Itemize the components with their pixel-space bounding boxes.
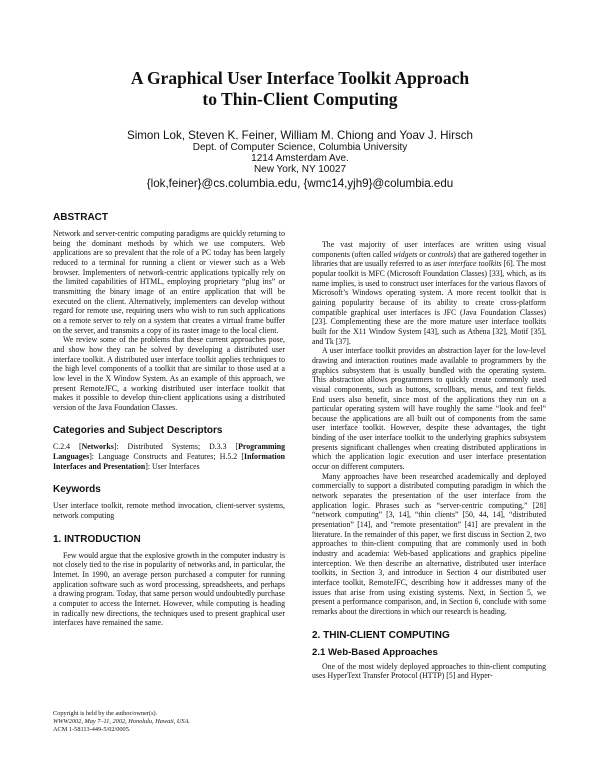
copyright-block (53, 710, 293, 733)
body-paragraph-web: One of the most widely deployed approaches to thin-client computing uses HyperText Transfer Protocol (HTTP) [5] and Hyper- (312, 661, 546, 681)
abstract-heading: ABSTRACT (53, 212, 108, 223)
copyright-line-2 (53, 718, 293, 726)
left-column (53, 212, 285, 628)
copyright-conference: WWW2002, May 7–11, 2002, Honolulu, Hawaii, USA. (53, 717, 191, 725)
text-run: ) that are gathered together in libraries that are usually referred to as (312, 249, 546, 269)
abstract-paragraph-2: We review some of the problems that these current approaches pose, and show how they can be solved by developing a distributed user interface toolkit. A distributed user interface toolkit applies techniques to the high level components of a toolkit that are similar to those used at a low level in the X Window System. As an example of this approach, we present RemoteJFC, a working distributed user interface toolkit that makes it possible to develop thin-client applications using a distributed version of the Java Foundation Classes. (53, 335, 285, 412)
categories-heading: Categories and Subject Descriptors (53, 425, 223, 437)
cat-rest-3: ]: User Interfaces (145, 461, 200, 471)
author-list: Simon Lok, Steven K. Feiner, William M. Chiong and Yoav J. Hirsch (126, 129, 474, 142)
cat-networks: Networks (81, 442, 114, 452)
term-controls: controls (427, 249, 454, 259)
paper-title (0, 68, 600, 110)
affiliation-city: New York, NY 10027 (253, 164, 347, 176)
title-line-2: to Thin-Client Computing (202, 89, 398, 109)
term-widgets: widgets (393, 249, 418, 259)
body-paragraph-approaches: Many approaches have been researched academically and deployed commercially to support a distributed computing paradigm in which the network separates the presentation of the user interface from the application logic. Phrases such as “server-centric computing,” [28] “network computing” [3, 14], “thin clients” [50, 44, 14], “distributed presentation” [14], and “remote presentation” [41] are prevalent in the literature. In the remainder of this paper, we first discuss in Section 2, two approaches to thin-client computing that are commonly used in both industry and academia: Web-based applications and graphics pipeline interception. We then describe an alternative, distributed user interface toolkits, in Section 3, and introduce in Section 4 our distributed user interface toolkit, RemoteJFC, describing how it addresses many of the issues that arise from using existing systems. Next, in Section 5, we present a performance comparison, and, in Section 6, conclude with some remarks about the directions in which our research is heading. (312, 471, 546, 616)
cat-rest-2: ]: Language Constructs and Features; H.5.2 [ (89, 452, 245, 462)
text-run: [6]. The most popular toolkit is MFC (Microsoft Foundation Classes) [33], which, as its name implies, is used to construct user interfaces for the various flavors of Microsoft’s Windows operating system. A more recent toolkit that is gaining popularity because of its ability to create cross-platform compatible graphical user interfaces is JFC (Java Foundation Classes) [23]. Complementing these are the more mature user interface toolkits built for the X11 Window System [43], such as Athena [32], Motif [35], and Tk [37]. (312, 259, 546, 346)
term-user-interface-toolkits: user interface toolkits (433, 259, 502, 269)
affiliation (0, 142, 600, 176)
right-column (312, 240, 546, 681)
cat-code-1: C.2.4 [ (53, 442, 82, 452)
cat-information-interfaces: Information Interfaces and Presentation (53, 452, 285, 471)
affiliation-street: 1214 Amsterdam Ave. (251, 153, 349, 165)
copyright-line-3: ACM 1-58113-449-5/02/0005. (53, 725, 131, 733)
body-paragraph-abstraction: A user interface toolkit provides an abstraction layer for the low-level drawing and interaction routines made available to programmers by the graphics subsystem that is usually bundled with the operating system. This abstraction allows programmers to quickly create commonly used visual components, such as buttons, scrollbars, menus, and text fields. End users also benefit, since most of the applications they run on a particular operating system will have roughly the same “look and feel” because the applications are all built out of components from the same user interface toolkit. However, despite these advantages, the tight binding of the user interface toolkit to the underlying graphics subsystem presents significant challenges when creating distributed applications in which the application logic execution and user interface presentation occur on different computers. (312, 346, 546, 472)
affiliation-dept: Dept. of Computer Science, Columbia University (192, 142, 408, 153)
keywords-text: User interface toolkit, remote method invocation, client-server systems, network computing (53, 501, 285, 521)
text-run: or (417, 249, 428, 259)
title-line-1: A Graphical User Interface Toolkit Approach (130, 68, 470, 88)
thin-client-heading: 2. THIN-CLIENT COMPUTING (312, 629, 450, 641)
copyright-line-1: Copyright is held by the author/owner(s). (53, 710, 158, 717)
categories-text (53, 442, 285, 471)
body-paragraph-toolkits (312, 240, 546, 346)
cat-rest-1: ]: Distributed Systems; D.3.3 [ (113, 442, 239, 452)
author-emails: {lok,feiner}@cs.columbia.edu, {wmc14,yjh9}@columbia.edu (146, 177, 454, 190)
web-based-heading: 2.1 Web-Based Approaches (312, 646, 438, 658)
introduction-paragraph-1: Few would argue that the explosive growth in the computer industry is not closely tied to the rise in popularity of networks and, in particular, the Internet. In 1990, an average person purchased a computer for running application software such as word processing, spreadsheets, and perhaps a drawing program. Today, that same person would undoubtedly purchase a computer to access the Internet. However, while computing is heading in radically new directions, the techniques used to present graphical user interfaces have remained the same. (53, 550, 285, 628)
abstract-paragraph-1: Network and server-centric computing paradigms are quickly returning to being the dominant methods by which we use computers. Web applications are so prevalent that the role of a PC today has been largely reduced to a terminal for running a client or viewer such as a Web browser. Implementers of network-centric applications typically rely on the limited capabilities of HTML, employing proprietary “plug ins” or transmitting the binary image of an entire application that will be executed on the client. Alternatively, implementers can develop without regard for remote use, requiring users who wish to run such applications on a remote server to rely on a system that creates a virtual frame buffer on the server, and transmits a copy of its raster image to the local client. (53, 229, 285, 335)
keywords-heading: Keywords (53, 484, 101, 496)
introduction-heading: 1. INTRODUCTION (53, 533, 141, 545)
text-run: The vast majority of user interfaces are written using visual components (often called (312, 240, 546, 259)
cat-programming-languages: Programming Languages (53, 442, 285, 462)
